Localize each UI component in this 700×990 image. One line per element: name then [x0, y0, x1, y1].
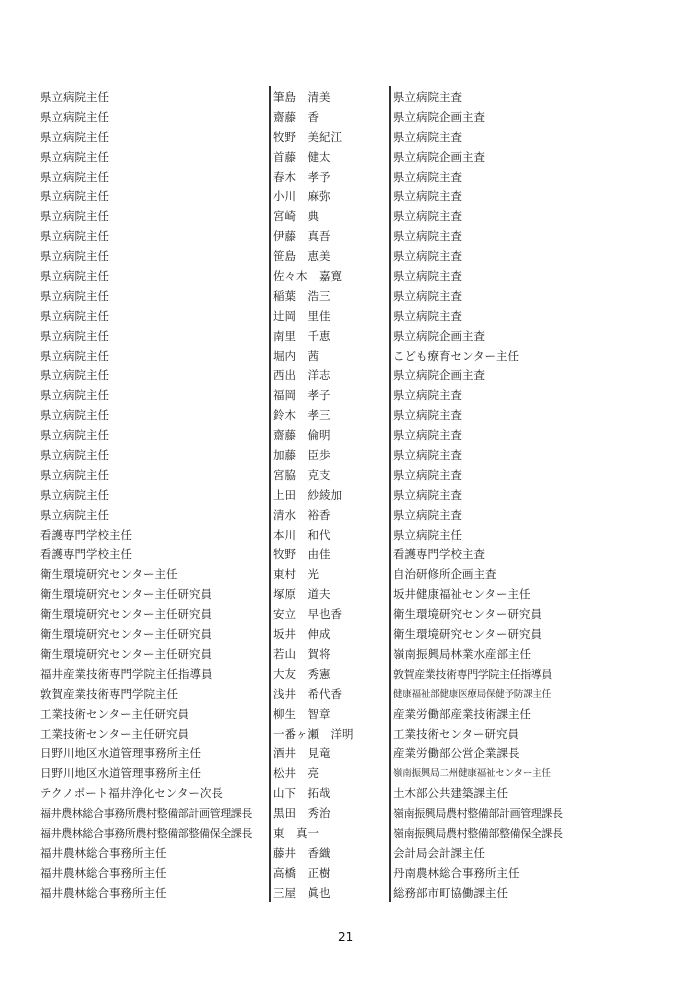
list-row — [0, 705, 700, 725]
person-name: 筆島 清美 — [273, 90, 331, 104]
old-post: 県立病院主任 — [40, 408, 109, 423]
old-post: 日野川地区水道管理事務所主任 — [40, 766, 201, 781]
old-post: 衛生環境研究センター主任研究員 — [40, 627, 213, 642]
new-post: 衛生環境研究センター研究員 — [393, 627, 543, 642]
old-post: 県立病院主任 — [40, 209, 109, 224]
list-row — [0, 307, 700, 327]
new-post: 県立病院主査 — [393, 428, 462, 443]
new-post: 県立病院主査 — [393, 388, 462, 403]
old-post: 県立病院主任 — [40, 448, 109, 463]
new-post: 県立病院主査 — [393, 269, 462, 284]
list-row — [0, 824, 700, 844]
new-post: 県立病院主任 — [393, 527, 462, 542]
list-row — [0, 227, 700, 247]
person-name: 南里 千恵 — [273, 328, 331, 343]
list-row — [0, 784, 700, 804]
list-row — [0, 366, 700, 386]
new-post: 会計局会計課主任 — [393, 845, 485, 860]
person-name: 笹島 恵美 — [273, 249, 331, 264]
old-post: 看護専門学校主任 — [40, 547, 132, 562]
list-row — [0, 168, 700, 188]
old-post: 衛生環境研究センター主任研究員 — [40, 587, 213, 602]
old-post: 県立病院主任 — [40, 348, 109, 363]
person-name: 堀内 茜 — [273, 348, 319, 363]
person-name: 首藤 健太 — [273, 149, 331, 164]
new-post: 県立病院主査 — [393, 129, 462, 144]
old-post: 衛生環境研究センター主任 — [40, 567, 178, 582]
new-post: 衛生環境研究センター研究員 — [393, 607, 543, 622]
person-name: 上田 紗綾加 — [273, 487, 342, 502]
old-post: 県立病院主任 — [40, 328, 109, 343]
new-post: 県立病院主査 — [393, 408, 462, 423]
list-row — [0, 446, 700, 466]
new-post: 健康福祉部健康医療局保健予防課主任 — [393, 688, 552, 700]
old-post: 敦賀産業技術専門学院主任 — [40, 686, 178, 701]
list-row — [0, 207, 700, 227]
person-name: 三屋 眞也 — [273, 885, 331, 900]
new-post: 県立病院主査 — [393, 169, 462, 184]
person-name: 浅井 希代香 — [273, 686, 342, 701]
person-name: 鈴木 孝三 — [273, 408, 331, 423]
old-post: 福井農林総合事務所主任 — [40, 885, 167, 900]
person-name: 高橋 正樹 — [273, 865, 331, 880]
new-post: 県立病院主査 — [393, 249, 462, 264]
list-row — [0, 327, 700, 347]
new-post: 嶺南振興局農村整備部整備保全課長 — [393, 826, 563, 840]
old-post: 県立病院主任 — [40, 109, 109, 124]
person-name: 齋藤 香 — [273, 109, 319, 124]
new-post: 県立病院企画主査 — [393, 368, 485, 383]
list-row — [0, 864, 700, 884]
new-post: 県立病院主査 — [393, 487, 462, 502]
new-post: 県立病院主査 — [393, 229, 462, 244]
new-post: 産業労働部公営企業課長 — [393, 746, 520, 761]
new-post: 県立病院主査 — [393, 189, 462, 204]
old-post: 福井農林総合事務所農村整備部計画管理課長 — [40, 807, 252, 821]
person-name: 辻岡 里佳 — [273, 308, 331, 323]
person-name: 加藤 臣歩 — [273, 448, 331, 463]
person-name: 福岡 孝子 — [273, 388, 331, 403]
person-name: 塚原 道夫 — [273, 587, 331, 602]
person-name: 本川 和代 — [273, 527, 331, 542]
person-name: 安立 早也香 — [273, 607, 342, 622]
list-row — [0, 386, 700, 406]
old-post: 県立病院主任 — [40, 388, 109, 403]
person-name: 東村 光 — [273, 567, 319, 582]
old-post: 県立病院主任 — [40, 288, 109, 303]
personnel-list — [0, 88, 700, 904]
old-post: 衛生環境研究センター主任研究員 — [40, 646, 213, 661]
list-row — [0, 267, 700, 287]
old-post: 福井農林総合事務所農村整備部整備保全課長 — [40, 826, 252, 840]
old-post: 衛生環境研究センター主任研究員 — [40, 607, 213, 622]
person-name: 若山 賀将 — [273, 646, 331, 661]
list-row — [0, 585, 700, 605]
new-post: 県立病院企画主査 — [393, 328, 485, 343]
old-post: 県立病院主任 — [40, 308, 109, 323]
list-row — [0, 844, 700, 864]
old-post: 日野川地区水道管理事務所主任 — [40, 746, 201, 761]
person-name: 西出 洋志 — [273, 368, 331, 383]
list-row — [0, 486, 700, 506]
person-name: 山下 拓哉 — [273, 786, 331, 801]
person-name: 黒田 秀治 — [273, 806, 331, 821]
old-post: テクノポート福井浄化センター次長 — [40, 786, 223, 801]
new-post: 県立病院企画主査 — [393, 109, 485, 124]
new-post: 坂井健康福祉センター主任 — [393, 587, 531, 602]
new-post: 県立病院主査 — [393, 90, 462, 104]
person-name: 春木 孝予 — [273, 169, 331, 184]
person-name: 伊藤 真吾 — [273, 229, 331, 244]
old-post: 県立病院主任 — [40, 368, 109, 383]
list-row — [0, 744, 700, 764]
person-name: 宮崎 典 — [273, 209, 319, 224]
new-post: 嶺南振興局農村整備部計画管理課長 — [393, 807, 563, 821]
new-post: 看護専門学校主査 — [393, 547, 485, 562]
person-name: 藤井 香織 — [273, 845, 331, 860]
list-row — [0, 645, 700, 665]
new-post: 県立病院主査 — [393, 308, 462, 323]
person-name: 酒井 見竜 — [273, 746, 331, 761]
new-post: 県立病院主査 — [393, 467, 462, 482]
list-row — [0, 506, 700, 526]
list-row — [0, 565, 700, 585]
new-post: 県立病院主査 — [393, 288, 462, 303]
new-post: 自治研修所企画主査 — [393, 567, 497, 582]
old-post: 県立病院主任 — [40, 169, 109, 184]
old-post: 看護専門学校主任 — [40, 527, 132, 542]
list-row — [0, 426, 700, 446]
new-post: こども療育センター主任 — [393, 348, 520, 363]
list-row — [0, 605, 700, 625]
list-row — [0, 128, 700, 148]
old-post: 県立病院主任 — [40, 428, 109, 443]
list-row — [0, 884, 700, 904]
page-number-text: 21 — [338, 930, 354, 944]
old-post: 福井農林総合事務所主任 — [40, 865, 167, 880]
old-post: 県立病院主任 — [40, 507, 109, 522]
list-row — [0, 148, 700, 168]
old-post: 県立病院主任 — [40, 149, 109, 164]
old-post: 福井農林総合事務所主任 — [40, 845, 167, 860]
list-row — [0, 725, 700, 745]
new-post: 産業労働部産業技術課主任 — [393, 706, 531, 721]
person-name: 東 真一 — [273, 825, 319, 840]
person-name: 牧野 由佳 — [273, 547, 331, 562]
list-row — [0, 347, 700, 367]
list-row — [0, 287, 700, 307]
person-name: 柳生 智章 — [273, 706, 331, 721]
new-post: 土木部公共建築課主任 — [393, 786, 508, 801]
new-post: 嶺南振興局二州健康福祉センター主任 — [393, 768, 551, 780]
person-name: 佐々木 嘉寛 — [273, 269, 342, 284]
person-name: 齋藤 倫明 — [273, 428, 331, 443]
old-post: 工業技術センター主任研究員 — [40, 726, 190, 741]
new-post: 総務部市町協働課主任 — [393, 885, 508, 900]
old-post: 工業技術センター主任研究員 — [40, 706, 190, 721]
list-row — [0, 545, 700, 565]
old-post: 県立病院主任 — [40, 129, 109, 144]
person-name: 牧野 美紀江 — [273, 129, 342, 144]
person-name: 一番ヶ瀬 洋明 — [273, 726, 354, 741]
old-post: 県立病院主任 — [40, 487, 109, 502]
list-row — [0, 466, 700, 486]
list-row — [0, 625, 700, 645]
old-post: 県立病院主任 — [40, 467, 109, 482]
list-row — [0, 526, 700, 546]
list-row — [0, 764, 700, 784]
list-row — [0, 406, 700, 426]
old-post: 県立病院主任 — [40, 269, 109, 284]
list-row — [0, 804, 700, 824]
list-row — [0, 665, 700, 685]
new-post: 工業技術センター研究員 — [393, 726, 520, 741]
new-post: 県立病院主査 — [393, 448, 462, 463]
new-post: 県立病院主査 — [393, 507, 462, 522]
new-post: 県立病院企画主査 — [393, 149, 485, 164]
new-post: 県立病院主査 — [393, 209, 462, 224]
person-name: 宮脇 克支 — [273, 467, 331, 482]
person-name: 松井 亮 — [273, 766, 319, 781]
old-post: 県立病院主任 — [40, 90, 109, 104]
list-row — [0, 247, 700, 267]
person-name: 稲葉 浩三 — [273, 288, 331, 303]
person-name: 小川 麻弥 — [273, 189, 331, 204]
new-post: 丹南農林総合事務所主任 — [393, 865, 520, 880]
old-post: 県立病院主任 — [40, 229, 109, 244]
old-post: 県立病院主任 — [40, 249, 109, 264]
old-post: 県立病院主任 — [40, 189, 109, 204]
person-name: 清水 裕香 — [273, 507, 331, 522]
list-row — [0, 88, 700, 108]
person-name: 大友 秀憲 — [273, 666, 331, 681]
person-name: 坂井 伸成 — [273, 627, 331, 642]
new-post: 敦賀産業技術専門学院主任指導員 — [393, 667, 552, 681]
list-row — [0, 187, 700, 207]
new-post: 嶺南振興局林業水産部主任 — [393, 646, 531, 661]
old-post: 福井産業技術専門学院主任指導員 — [40, 666, 213, 681]
list-row — [0, 685, 700, 705]
list-row — [0, 108, 700, 128]
